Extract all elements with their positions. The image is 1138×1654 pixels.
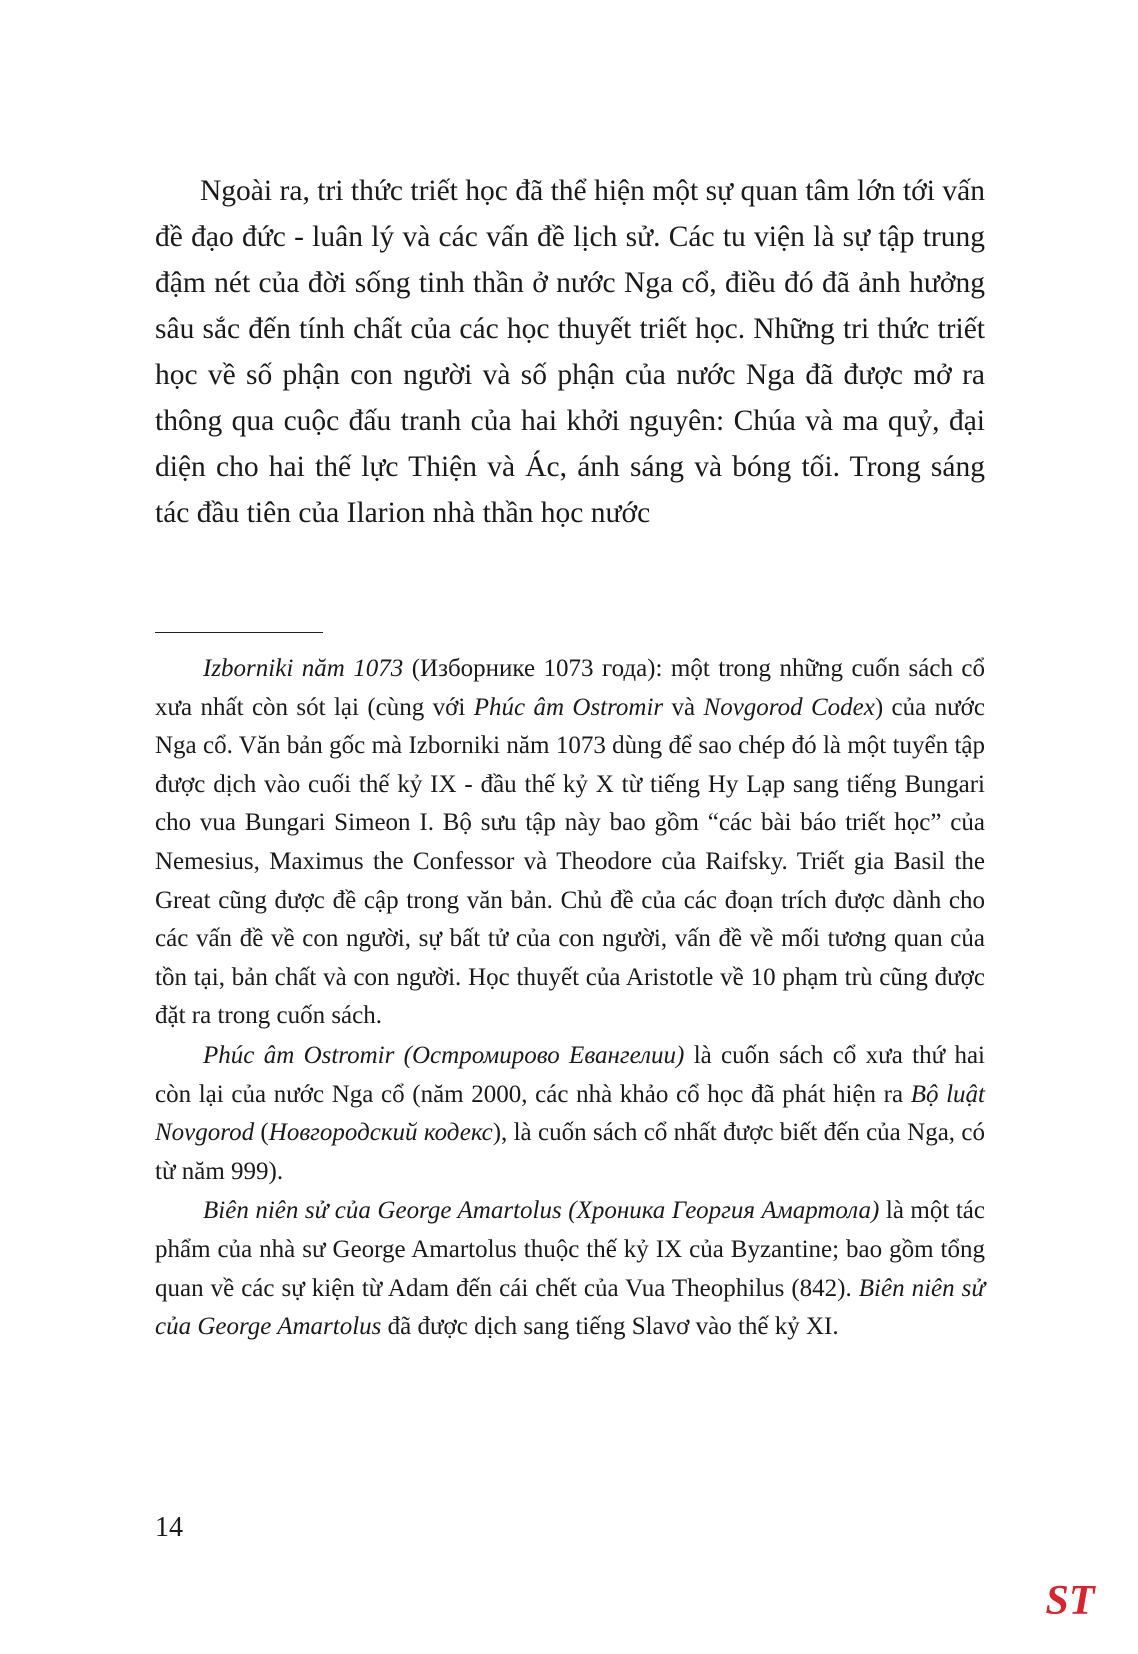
page-number: 14 [155,1512,183,1543]
footnote-text: ), là cuốn sách cổ nhất được biết đến của Nga, có từ năm 999). [155,1119,985,1185]
footnote-term: Izborniki năm 1073 [203,655,404,682]
footnotes [155,650,985,1348]
footnote-text: là một tác phẩm của nhà sư George Amartolus thuộc thế kỷ IX của Byzantine; bao gồm tổng quan về các sự kiện từ Adam đến cái chết của Vua Theophilus (842). [155,1197,985,1302]
publisher-logo [1042,1574,1098,1622]
footnote-term: Phúc âm Ostromir (Остромирово Евангелии) [203,1041,685,1069]
footnote-text: và [663,693,704,721]
footnote-amartolus [155,1192,985,1346]
footnote-ostromir [155,1037,985,1191]
footnote-izborniki [155,650,985,1036]
footnote-text: ) của nước Nga cổ. Văn bản gốc mà Izborniki năm 1073 dùng để sao chép đó là một tuyển tập được dịch vào cuối thế kỷ IX - đầu thế kỷ X từ tiếng Hy Lạp sang tiếng Bungari cho vua Bungari Simeon I. Bộ sưu tập này bao gồm “các bài báo triết học” của Nemesius, Maximus the Confessor và Theodore của Raifsky. Triết gia Basil the Great cũng được đề cập trong văn bản. Chủ đề của các đoạn trích được dành cho các vấn đề về con người, sự bất tử của con người, vấn đề về mối tương quan của tồn tại, bản chất và con người. Học thuyết của Aristotle về 10 phạm trù cũng được đặt ra trong cuốn sách. [155,693,985,1030]
footnote-text: (Изборнике 1073 года): một trong những cuốn sách cổ xưa nhất còn sót lại (cùng với [155,655,985,721]
footnote-term: Phúc âm Ostromir [473,693,664,721]
footnote-term: Novgorod Codex [703,693,875,721]
footnote-text: là cuốn sách cổ xưa thứ hai còn lại của nước Nga cổ (năm 2000, các nhà khảo cổ học đã phát hiện ra [155,1041,985,1108]
footnote-term: Новгородский кодекс [268,1119,493,1147]
footnote-text: ( [254,1119,269,1147]
footnote-term: Biên niên sử của George Amartolus [155,1274,985,1341]
footnote-text: đã được dịch sang tiếng Slavơ vào thế kỷ XI. [381,1313,839,1341]
logo-text: ST [1045,1578,1095,1622]
main-paragraph: Ngoài ra, tri thức triết học đã thể hiện một sự quan tâm lớn tới vấn đề đạo đức - luân lý và các vấn đề lịch sử. Các tu viện là sự tập trung đậm nét của đời sống tinh thần ở nước Nga cổ, điều đó đã ảnh hưởng sâu sắc đến tính chất của các học thuyết triết học. Những tri thức triết học về số phận con người và số phận của nước Nga đã được mở ra thông qua cuộc đấu tranh của hai khởi nguyên: Chúa và ma quỷ, đại diện cho hai thế lực Thiện và Ác, ánh sáng và bóng tối. Trong sáng tác đầu tiên của Ilarion nhà thần học nước [155,175,985,529]
footnote-term: Bộ luật Novgorod [155,1080,985,1147]
footnote-separator [155,632,323,633]
footnote-term: Biên niên sử của George Amartolus (Хроника Георгия Амартола) [203,1197,880,1225]
main-body-text [155,168,985,536]
